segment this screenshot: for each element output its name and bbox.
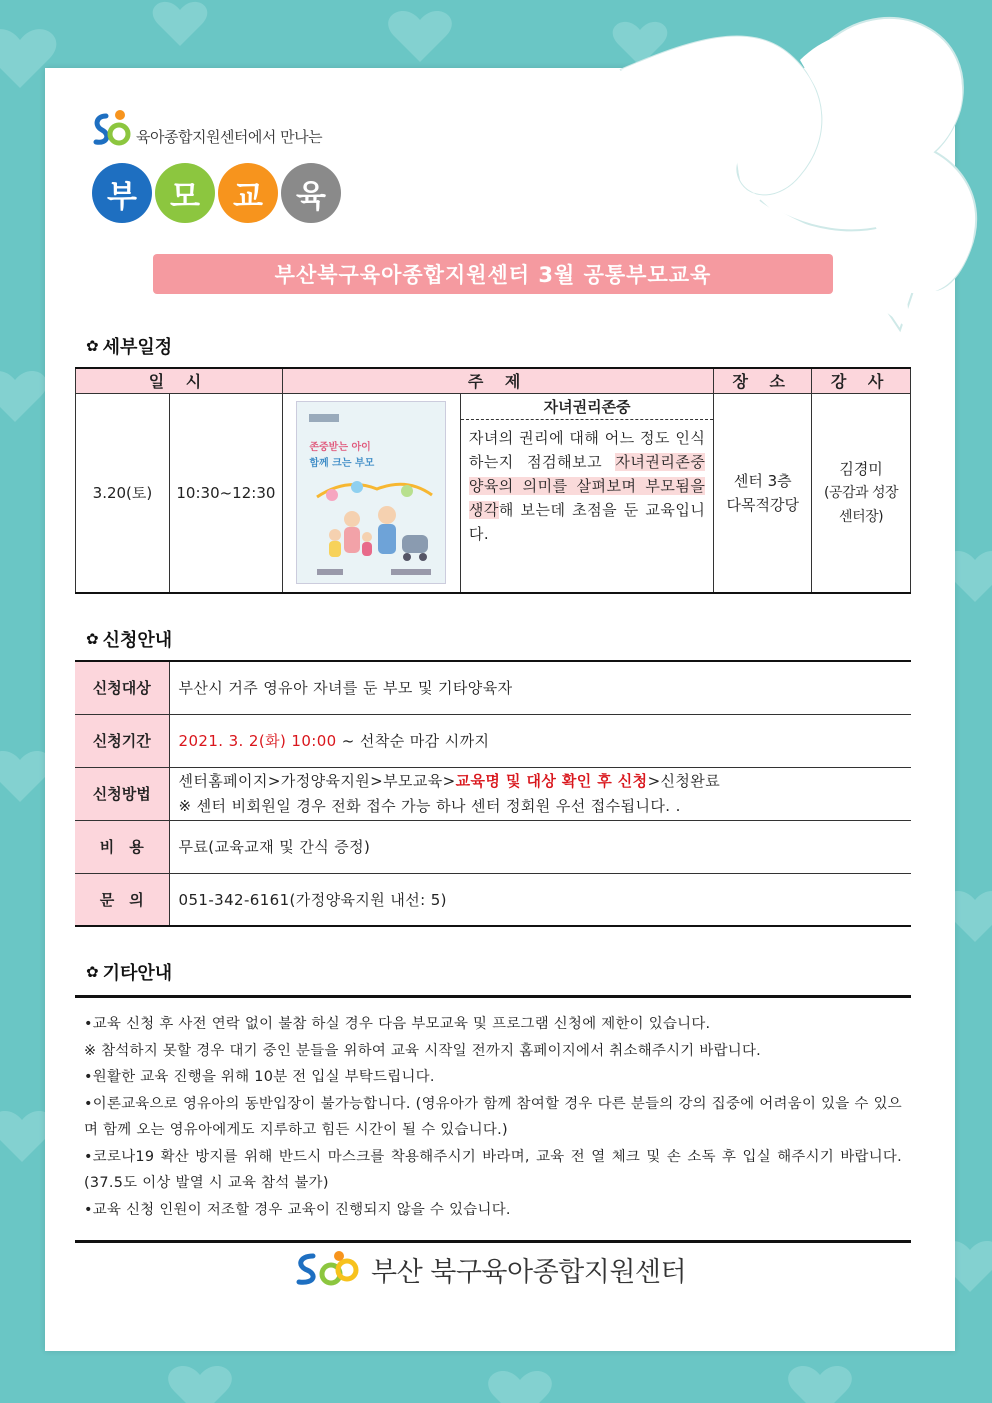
notice-2: ※ 참석하지 못할 경우 대기 중인 분들을 위하여 교육 시작일 전까지 홈페이지에서 취소해주시기 바랍니다.: [84, 1042, 762, 1059]
place-line-2: 다목적강당: [726, 495, 799, 514]
period-date: 2021. 3. 2(화) 10:00: [178, 732, 337, 750]
lecturer-name: 김경미: [839, 459, 883, 478]
cost-label: 비 용: [75, 820, 169, 873]
target-label: 신청대상: [75, 661, 169, 714]
contact-label: 문 의: [75, 873, 169, 926]
brand-circle-gyo: 교: [218, 163, 278, 223]
etc-divider-top: [75, 995, 911, 998]
method-label: 신청방법: [75, 767, 169, 820]
period-value: [169, 714, 911, 767]
col-place: 장 소: [714, 368, 812, 393]
footer-logo-icon: [295, 1248, 365, 1290]
etc-section-title: 기타안내: [102, 963, 173, 984]
topic-text-highlight: 자녀권리존중 양육의 의미를 살펴보며 부모됨을 생각: [468, 452, 706, 519]
schedule-time: 10:30~12:30: [169, 393, 282, 593]
notice-1: •교육 신청 후 사전 연락 없이 불참 하실 경우 다음 부모교육 및 프로그램 신청에 제한이 있습니다.: [84, 1016, 711, 1032]
method-note: ※ 센터 비회원일 경우 전화 접수 가능 하나 센터 정회원 우선 접수됩니다. .: [178, 796, 681, 815]
schedule-date: 3.20(토): [76, 393, 170, 593]
org-subtitle: 육아종합지원센터에서 만나는: [136, 127, 323, 146]
book-cover-cell: [282, 393, 460, 593]
contact-value: 051-342-6161(가정양육지원 내선: 5): [169, 873, 911, 926]
notice-3: •원활한 교육 진행을 위해 10분 전 입실 부탁드립니다.: [84, 1069, 435, 1085]
footer-org-name: 부산 북구육아종합지원센터: [371, 1256, 687, 1288]
topic-description: [461, 420, 714, 552]
method-value: [169, 767, 911, 820]
topic-cell: [460, 393, 714, 593]
flower-icon: ✿: [86, 337, 99, 355]
method-complete: >신청완료: [647, 771, 721, 790]
family-illustration: [307, 477, 437, 567]
schedule-section-title: 세부일정: [102, 337, 173, 358]
col-datetime: 일 시: [76, 368, 283, 393]
book-badge: [309, 414, 339, 422]
apply-section-title: 신청안내: [102, 630, 173, 651]
org-logo-icon: [92, 106, 132, 152]
apply-row-method: [75, 767, 911, 820]
schedule-place: [714, 393, 812, 593]
schedule-table: [75, 367, 911, 594]
lecturer-org-2: 센터장): [839, 508, 884, 525]
apply-row-cost: [75, 820, 911, 873]
etc-section-heading: [86, 959, 172, 985]
notice-5: •코로나19 확산 방지를 위해 반드시 마스크를 착용해주시기 바라며, 교육 전 열 체크 및 손 소독 후 입실 해주시기 바랍니다. (37.5도 이상 발열 시 교육 참석 불가): [84, 1148, 902, 1191]
col-topic: 주 제: [282, 368, 713, 393]
schedule-section-heading: [86, 333, 172, 359]
method-highlight: 교육명 및 대상 확인 후 신청: [455, 771, 648, 790]
place-line-1: 센터 3층: [733, 471, 792, 490]
schedule-header-row: [76, 368, 911, 393]
period-label: 신청기간: [75, 714, 169, 767]
method-line: [179, 769, 912, 794]
notice-4: •이론교육으로 영유아의 동반입장이 불가능합니다. (영유아가 함께 참여할 경우 다른 분들의 강의 집중에 어려움이 있을 수 있으며 함께 오는 영유아에게도 지루하고 힘든 시간이 될 수 있습니다.): [84, 1095, 902, 1138]
brand-circle-bu: 부: [92, 163, 152, 223]
book-line-2: 함께 크는 부모: [309, 458, 375, 470]
page-title: 부산북구육아종합지원센터 3월 공통부모교육: [153, 254, 833, 294]
flower-icon: ✿: [86, 963, 99, 981]
brand-circle-mo: 모: [155, 163, 215, 223]
period-rest: ~ 선착순 마감 시까지: [336, 732, 490, 750]
apply-row-period: [75, 714, 911, 767]
book-cover-image: [296, 401, 446, 584]
brand-circle-yuk: 육: [281, 163, 341, 223]
schedule-lecturer: [812, 393, 911, 593]
notice-6: •교육 신청 인원이 저조할 경우 교육이 진행되지 않을 수 있습니다.: [84, 1201, 511, 1218]
flower-icon: ✿: [86, 630, 99, 648]
topic-text-part2: 해 보는데 초점을 둔 교육입니다.: [468, 500, 706, 543]
col-lecturer: 강 사: [812, 368, 911, 393]
brand-circles: [92, 163, 341, 223]
apply-table: [75, 660, 911, 927]
footer-logo: [295, 1248, 686, 1290]
apply-row-target: [75, 661, 911, 714]
lecturer-org-1: (공감과 성장: [824, 484, 899, 501]
apply-section-heading: [86, 626, 172, 652]
apply-row-contact: [75, 873, 911, 926]
org-logo-row: [92, 105, 322, 153]
book-publisher-mark: [317, 569, 343, 575]
target-value: 부산시 거주 영유아 자녀를 둔 부모 및 기타양육자: [169, 661, 911, 714]
etc-divider-bottom: [75, 1240, 911, 1243]
topic-title: 자녀권리존중: [461, 394, 714, 420]
book-publisher-name: [391, 569, 431, 575]
topic-text-part1: 자녀의 권리에 대해 어느 정도 인식하는지 점검해보고: [468, 428, 706, 471]
cost-value: 무료(교육교재 및 간식 증정): [169, 820, 911, 873]
method-path: 센터홈페이지>가정양육지원>부모교육>: [178, 771, 456, 790]
etc-notices: [84, 1011, 902, 1223]
book-line-1: 존중받는 아이: [309, 442, 371, 454]
schedule-row: [76, 393, 911, 593]
